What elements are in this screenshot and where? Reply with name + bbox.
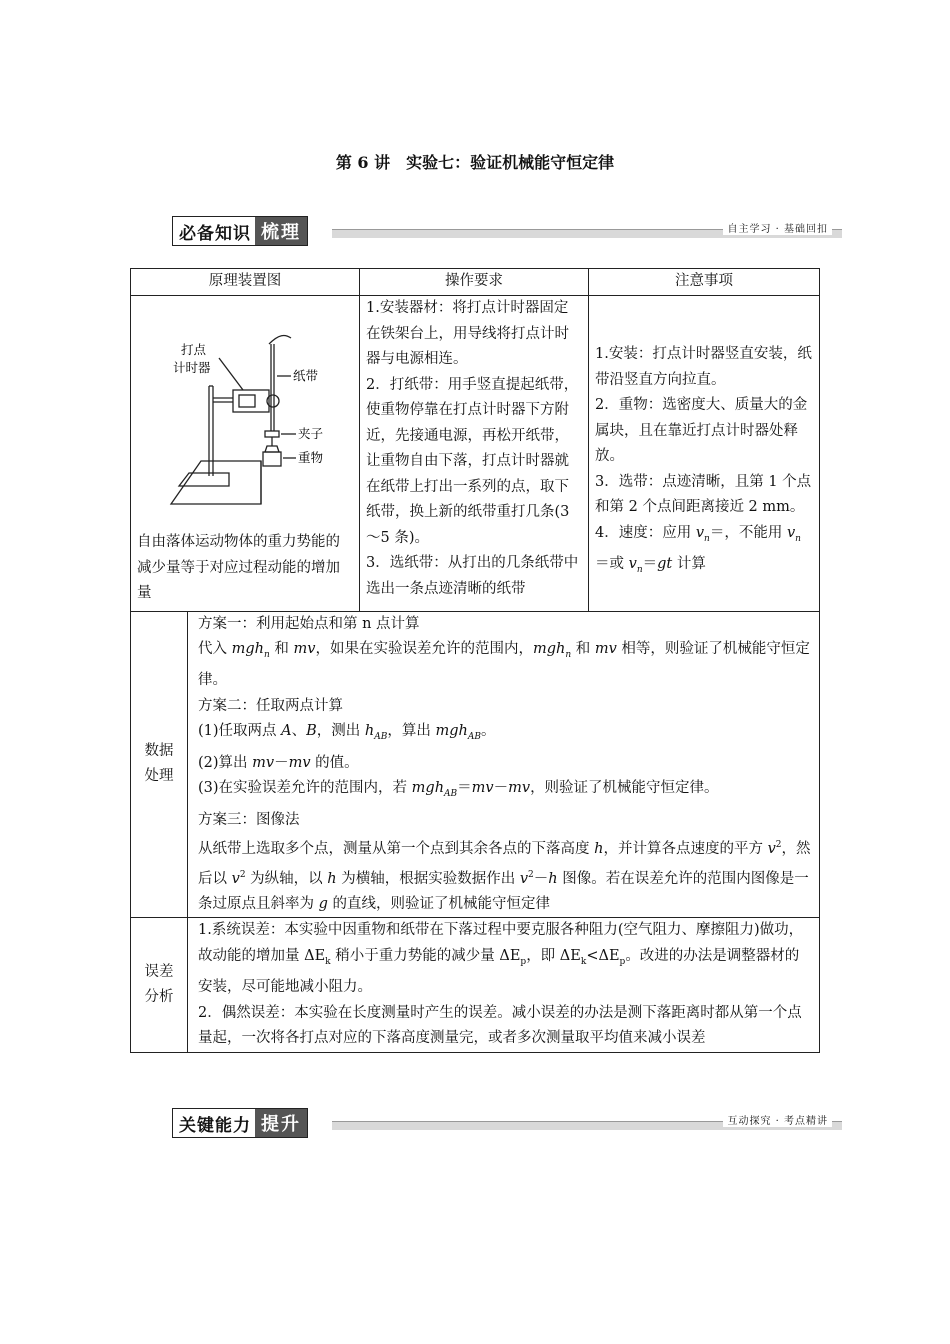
banner-word: 必备知识 [179, 224, 251, 244]
banner-badge: 梳理 [255, 217, 307, 245]
plan3-title: 方案三：图像法 [198, 811, 300, 828]
diagram-label-weight: 重物 [298, 451, 324, 465]
operation-step: 3．选纸带：从打出的几条纸带中选出一条点迹清晰的纸带 [366, 555, 579, 597]
note-item: 1.安装：打点计时器竖直安装，纸带沿竖直方向拉直。 [595, 346, 812, 388]
banner-subtitle: 互动探究 · 考点精讲 [723, 1112, 832, 1127]
plan3-text: 从纸带上选取多个点，测量从第一个点到其余各点的下落高度 h，并计算各点速度的平方 $v^2$，然后以 $v^2$ 为纵轴，以 h 为横轴，根据实验数据作出 $v^2-h$ 图像。若在误差允许的范围内图像是一条过原点且斜率为 g 的直线，则验证了机械能守恒定律 [198, 840, 811, 912]
table-row [131, 296, 820, 612]
banner-tag [172, 1108, 308, 1138]
header-operation: 操作要求 [360, 269, 589, 296]
operation-step: 2．打纸带：用手竖直提起纸带，使重物停靠在打点计时器下方附近，先接通电源，再松开纸带，让重物自由下落，打点计时器就在纸带上打出一系列的点，取下纸带，换上新的纸带重打几条(3～5 条)。 [366, 376, 579, 546]
diagram-label-clip: 夹子 [298, 427, 324, 441]
operation-cell [360, 296, 589, 612]
note-item: 2．重物：选密度大、质量大的金属块，且在靠近打点计时器处释放。 [595, 397, 808, 464]
operation-step: 1.安装器材：将打点计时器固定在铁架台上，用导线将打点计时器与电源相连。 [366, 300, 569, 367]
diagram-label-tape: 纸带 [293, 369, 319, 383]
banner-tag [172, 216, 308, 246]
note-item: 3．选带：点迹清晰，且第 1 个点和第 2 个点间距离接近 2 mm。 [595, 473, 812, 515]
plan2-step: (1)任取两点 A、B，测出 $h_{AB}$，算出 mgh$_{AB}$。 [198, 723, 496, 743]
principle-text: 自由落体运动物体的重力势能的减少量等于对应过程动能的增加量 [137, 534, 340, 601]
banner-badge: 提升 [255, 1109, 307, 1137]
data-processing-label: 数据 处理 [131, 611, 188, 918]
data-processing-cell [188, 611, 820, 918]
experiment-table [130, 268, 820, 1053]
error-item: 2．偶然误差：本实验在长度测量时产生的误差。减小误差的办法是测下落距离时都从第一个点量起，一次将各打点对应的下落高度测量完，或者多次测量取平均值来减小误差 [198, 1004, 802, 1047]
notes-cell [589, 296, 820, 612]
error-analysis-cell [188, 918, 820, 1052]
section-banner-knowledge [172, 216, 842, 246]
error-item: 1.系统误差：本实验中因重物和纸带在下落过程中要克服各种阻力(空气阻力、摩擦阻力)做功，故动能的增加量 $\Delta E_k$ 稍小于重力势能的减少量 $\Delta E_p$，即 $\Delta E_k<\Delta E_p$。改进的办法是调整器材的安装，尽可能地减小阻力。 [198, 922, 804, 996]
section-banner-ability [172, 1108, 842, 1138]
table-row [131, 918, 820, 1052]
plan1-text: 代入 mgh$_n$ 和 mv，如果在实验误差允许的范围内，mgh$_n$ 和 mv 相等，则验证了机械能守恒定律。 [198, 641, 810, 689]
apparatus-diagram [161, 326, 361, 526]
table-header-row [131, 269, 820, 296]
table-row [131, 611, 820, 918]
diagram-label-timer-2: 计时器 [173, 361, 211, 375]
error-analysis-label: 误差 分析 [131, 918, 188, 1052]
note-item: 4．速度：应用 $v_n=$，不能用 $v_n=$或 $v_n=gt$ 计算 [595, 524, 801, 575]
plan2-step: (2)算出 mv－mv 的值。 [198, 754, 359, 771]
banner-word: 关键能力 [179, 1116, 251, 1136]
plan1-title: 方案一：利用起始点和第 n 点计算 [198, 615, 420, 632]
banner-subtitle: 自主学习 · 基础回扣 [723, 220, 832, 235]
plan2-step: (3)在实验误差允许的范围内，若 mgh$_{AB}$＝mv－mv，则验证了机械能守恒定律。 [198, 780, 719, 800]
header-principle: 原理装置图 [131, 269, 360, 296]
page-title: 第 6 讲 实验七：验证机械能守恒定律 [335, 153, 615, 172]
plan2-title: 方案二：任取两点计算 [198, 697, 343, 714]
principle-cell [131, 296, 360, 612]
diagram-label-timer-1: 打点 [181, 343, 207, 357]
header-notes: 注意事项 [589, 269, 820, 296]
